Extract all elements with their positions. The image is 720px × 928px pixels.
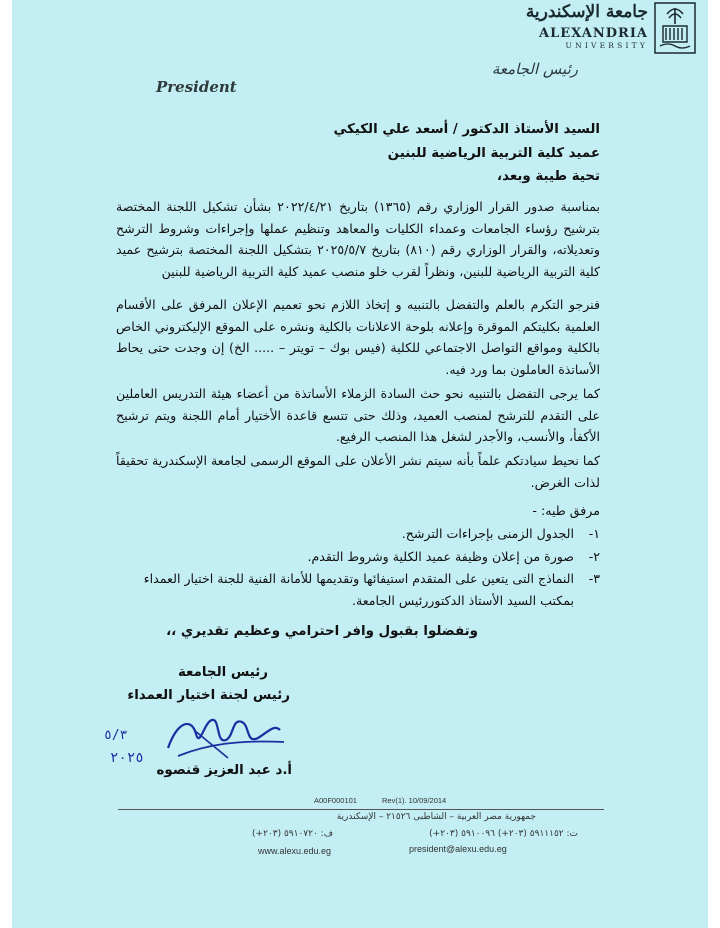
document-revision: Rev(1). 10/09/2014 — [382, 796, 447, 805]
list-item — [116, 568, 600, 611]
paragraph-nomination: كما يرجى التفضل بالتنبيه نحو حث السادة الزملاء الأساتذة من أعضاء هيئة التدريس العاملين على التقدم للترشح لمنصب العميد، وذلك حتى تتسع قاعدة الأختيار أمام اللجنة ويتم ترشيح الأكفأ، والأنسب، والأجدر لشغل هذا المنصب الرفيع. — [116, 386, 600, 444]
footer-phone: ت: ٥٩١١١٥٢ (٢٠٣+) ٥٩١٠٠٩٦ (٢٠٣+) — [429, 829, 578, 839]
office-title-arabic: رئيس الجامعة — [491, 60, 578, 78]
footer-divider — [118, 809, 604, 810]
signatory-title: رئيس الجامعة — [177, 665, 268, 680]
handwritten-date: ٢٠٢٥ — [110, 750, 144, 766]
university-name-english-sub: UNIVERSITY — [565, 41, 648, 50]
letterhead — [436, 0, 696, 62]
addressee: السيد الأستاذ الدكتور / أسعد علي الكيكي — [333, 122, 600, 137]
paragraph-publication: كما نحيط سيادتكم علماً بأنه سيتم نشر الأعلان على الموقع الرسمى لجامعة الإسكندرية تحقيقاً لذات الغرض. — [116, 453, 600, 490]
footer-address: جمهورية مصر العربية – الشاطبى ٢١٥٢٦ – الإسكندرية — [336, 812, 536, 822]
office-title-english: President — [156, 78, 237, 96]
list-item-text: الجدول الزمنى بإجراءات الترشح. — [401, 526, 574, 541]
list-item — [116, 523, 600, 545]
signatory-committee-title: رئيس لجنة اختيار العمداء — [127, 688, 290, 703]
list-item-number: ١- — [588, 526, 600, 541]
letter-page — [12, 0, 708, 928]
paragraph-decree: بمناسبة صدور القرار الوزاري رقم (١٣٦٥) بتاريخ ٢٠٢٢/٤/٢١ بشأن تشكيل اللجنة المختصة بترشيح رؤساء الجامعات وعمداء الكليات والمعاهد وتنظيم عملها وإجراءات وشروط الترشح وتعديلاته، والقرار الوزاري رقم (٨١٠) بتاريخ ٢٠٢٥/٥/٧ بتشكيل اللجنة المختصة بترشيح عميد كلية التربية الرياضية للبنين، ونظراً لقرب خلو منصب عميد كلية التربية الرياضية للبنين — [116, 199, 601, 279]
list-item-text: النماذج التى يتعين على المتقدم استيفائها وتقديمها للأمانة الفنية للجنة اختيار العمداء بمكتب السيد الأستاذ الدكتوررئيس الجامعة. — [143, 571, 574, 608]
list-item — [116, 546, 600, 568]
closing-line: وتفضلوا بقبول وافر احترامي وعظيم تقديري ،، — [166, 624, 478, 639]
footer-fax: ف: ٥٩١٠٧٢٠ (٢٠٣+) — [252, 829, 334, 839]
greeting: تحية طيبة وبعد، — [497, 169, 600, 184]
handwritten-mark: ٥/٣ — [104, 728, 128, 743]
list-item-number: ٣- — [588, 571, 600, 586]
list-item-text: صورة من إعلان وظيفة عميد الكلية وشروط التقدم. — [307, 548, 574, 564]
attachments-label: مرفق طيه: - — [532, 503, 600, 518]
university-name-english: ALEXANDRIA — [539, 26, 648, 41]
signatory-name: أ.د عبد العزيز قنصوه — [156, 763, 292, 778]
footer-email: president@alexu.edu.eg — [409, 844, 507, 854]
attachments-list — [116, 523, 600, 612]
addressee-title: عميد كلية التربية الرياضية للبنين — [387, 146, 600, 161]
university-logo-icon — [654, 2, 696, 54]
document-code: A00F000101 — [314, 796, 357, 805]
footer-website: www.alexu.edu.eg — [258, 846, 332, 856]
paragraph-announcement: فنرجو التكرم بالعلم والتفضل بالتنبيه و إتخاذ اللازم نحو تعميم الإعلان المرفق على الأقسام العلمية بكليتكم الموقرة وإعلانه بلوحة الاعلانات بالكلية ونشره على الموقع الإليكتروني الخاص بالكلية ومواقع التواصل الاجتماعي للكلية (فيس بوك – تويتر – ..... الخ) إن وجدت حتى يحاط الأساتذة العاملون بما ورد فيه. — [116, 297, 600, 377]
list-item-number: ٢- — [588, 548, 600, 564]
university-name-arabic: جامعة الإسكندرية — [525, 2, 648, 22]
